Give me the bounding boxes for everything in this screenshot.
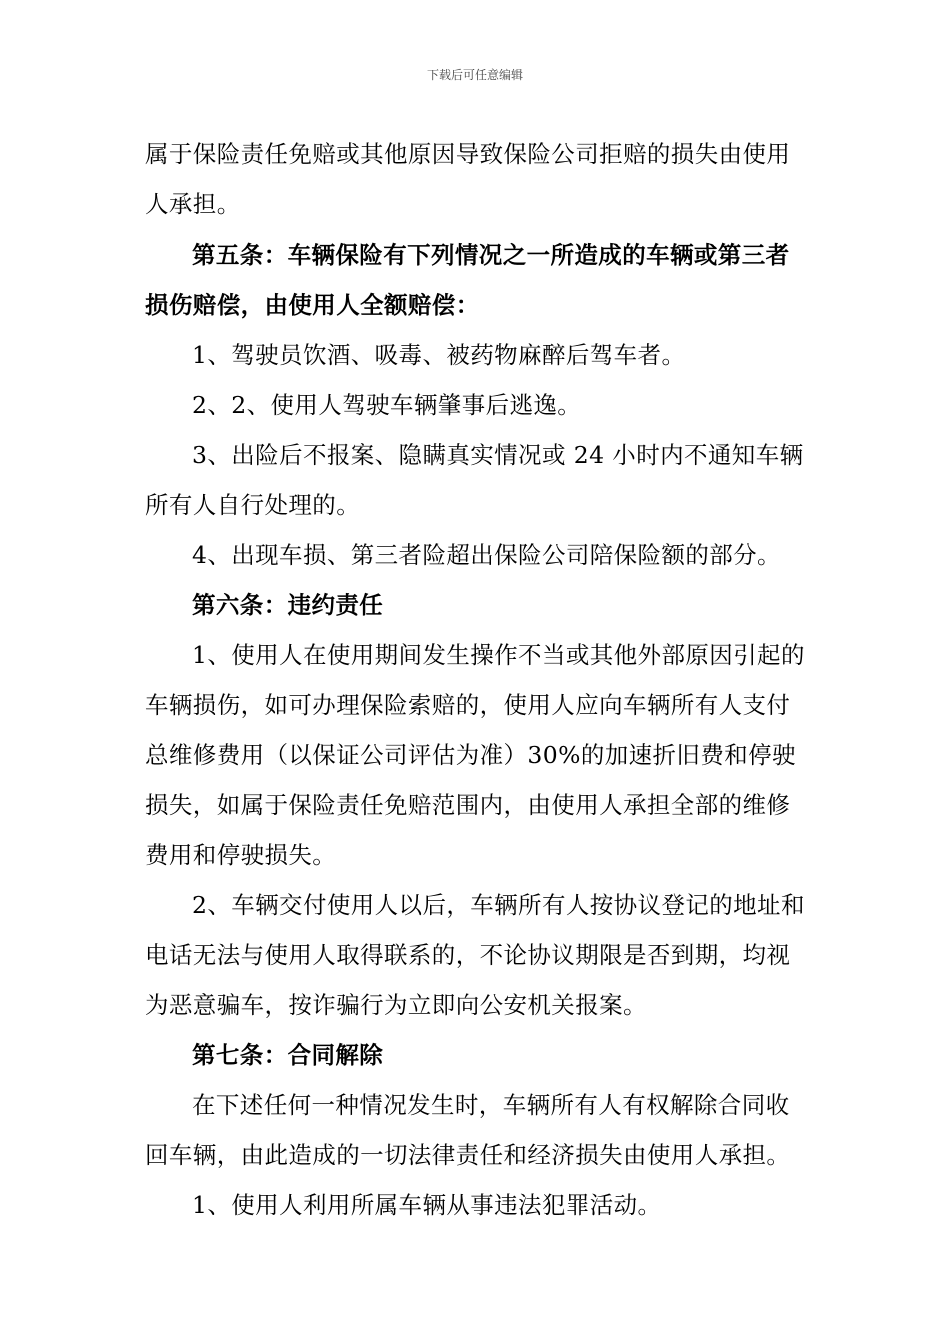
header-note: 下载后可任意编辑 (426, 68, 523, 82)
list-item: 1、驾驶员饮酒、吸毒、被药物麻醉后驾车者。 (192, 341, 686, 369)
article-heading: 第七条：合同解除 (192, 1041, 384, 1069)
list-item: 1、使用人利用所属车辆从事违法犯罪活动。 (192, 1191, 662, 1219)
article-heading: 第六条：违约责任 (192, 591, 384, 619)
list-item: 4、出现车损、第三者险超出保险公司陪保险额的部分。 (192, 541, 781, 569)
article-heading: 第五条：车辆保险有下列情况之一所造成的车辆或第三者 (192, 241, 790, 269)
list-item: 3、出险后不报案、隐瞒真实情况或 24 小时内不通知车辆 (192, 441, 804, 469)
paragraph-line: 总维修费用（以保证公司评估为准）30%的加速折旧费和停驶 (145, 741, 796, 769)
article-heading: 损伤赔偿，由使用人全额赔偿： (145, 291, 480, 319)
paragraph-line: 为恶意骗车，按诈骗行为立即向公安机关报案。 (145, 991, 647, 1019)
paragraph-line: 车辆损伤，如可办理保险索赔的，使用人应向车辆所有人支付 (145, 691, 791, 719)
paragraph-line: 属于保险责任免赔或其他原因导致保险公司拒赔的损失由使用 (145, 140, 791, 168)
paragraph-line: 回车辆，由此造成的一切法律责任和经济损失由使用人承担。 (145, 1141, 791, 1169)
paragraph-line: 费用和停驶损失。 (145, 841, 337, 869)
paragraph-line: 人承担。 (145, 190, 241, 218)
paragraph-line: 电话无法与使用人取得联系的，不论协议期限是否到期，均视 (145, 941, 791, 969)
paragraph-line: 在下述任何一种情况发生时，车辆所有人有权解除合同收 (192, 1091, 790, 1119)
list-item: 2、车辆交付使用人以后，车辆所有人按协议登记的地址和 (192, 891, 805, 919)
list-item: 1、使用人在使用期间发生操作不当或其他外部原因引起的 (192, 641, 805, 669)
paragraph-line: 所有人自行处理的。 (145, 491, 361, 519)
list-item: 2、2、使用人驾驶车辆肇事后逃逸。 (192, 391, 582, 419)
paragraph-line: 损失，如属于保险责任免赔范围内，由使用人承担全部的维修 (145, 791, 791, 819)
